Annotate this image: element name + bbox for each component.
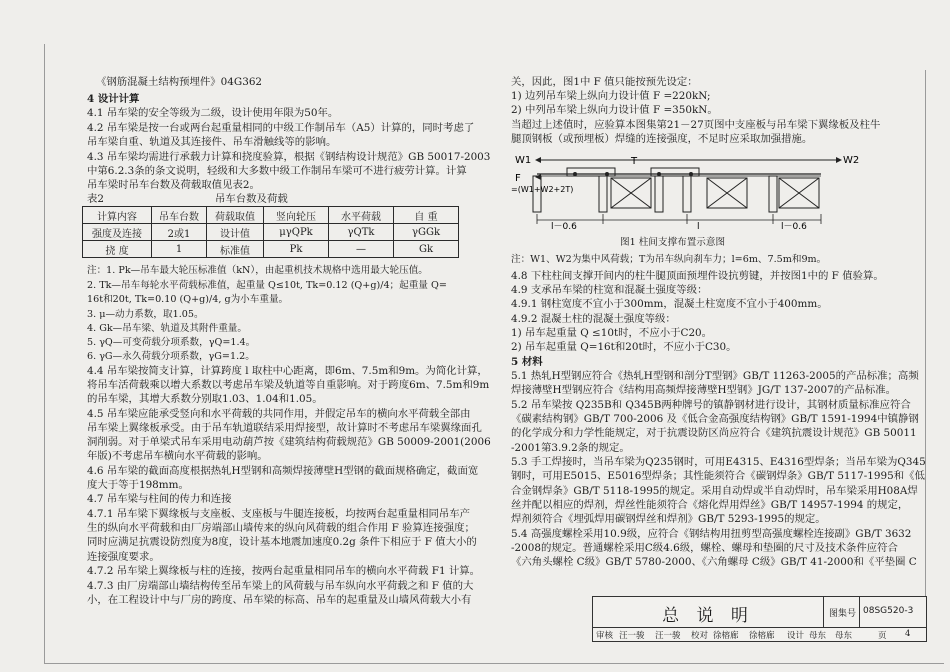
dim-label-1: l－0.6 <box>551 222 577 230</box>
text-line: 《钢筋混凝土结构预埋件》04G362 <box>96 76 263 88</box>
text-line: 钢时，可用E5015、E5016型焊条；其性能须符合《碳钢焊条》GB/T 5117-1995和《低 <box>511 470 925 482</box>
text-line: 2) 吊车起重量 Q=16t和20t时，不应小于C30。 <box>511 341 737 353</box>
table-cell: 2或1 <box>152 224 207 241</box>
table-title: 吊车台数及荷载 <box>215 193 288 205</box>
table-cell: — <box>329 241 394 258</box>
column-icon <box>533 176 541 212</box>
note-line: 3. μ—动力系数，取1.05。 <box>87 309 204 320</box>
text-line: 1) 边列吊车梁上纵向力设计值 F =220kN; <box>511 90 711 102</box>
frame-right-border <box>925 70 926 640</box>
section-heading: 5 材料 <box>511 356 543 368</box>
text-line: -2008的规定。普通螺栓采用C级4.6级，螺栓、螺母和垫圈的尺寸及技术条件应符合 <box>511 542 898 554</box>
text-line: 5.3 手工焊接时，当吊车梁为Q235钢时，可用E4315、E4316型焊条；当吊车梁为Q345 <box>511 456 926 468</box>
page-label: 页 <box>878 631 887 641</box>
table-header-cell: 自 重 <box>394 207 459 224</box>
figure-note: 注：W1、W2为集中风荷载；T为吊车纵向刹车力；l=6m、7.5m和9m。 <box>511 254 827 265</box>
text-line: 中第6.2.3条的条文说明，轻级和大多数中级工作制吊车梁可不进行疲劳计算。计算 <box>87 165 467 177</box>
text-line: 4.9 支承吊车梁的柱宽和混凝土强度等级： <box>511 284 708 296</box>
table-header-cell: 吊车台数 <box>152 207 207 224</box>
table-cell: 设计值 <box>207 224 264 241</box>
text-line: 4.7.2 吊车梁上翼缘板与柱的连接，按两台起重量相同吊车的横向水平荷载 F1 计算。 <box>87 565 481 577</box>
load-table <box>82 206 459 258</box>
column-icon <box>683 176 691 212</box>
arrow-icon <box>836 157 842 163</box>
text-line: 年版)不考虑吊车横向水平荷载的影响。 <box>87 450 268 462</box>
table-cell: Pk <box>264 241 329 258</box>
note-line: 注：1. Pk—吊车最大轮压标准值（kN），由起重机技术规格中选用最大轮压值。 <box>87 265 428 276</box>
text-line: 4.5 吊车梁应能承受竖向和水平荷载的共同作用，并假定吊车的横向水平荷载全部由 <box>87 408 471 420</box>
text-line: 4.7.3 由厂房端部山墙结构传至吊车梁上的风荷载与吊车纵向水平荷载之和 F 值的大 <box>87 580 474 592</box>
text-line: 4.3 吊车梁均需进行承载力计算和挠度验算，根据《钢结构设计规范》GB 50017-2003 <box>87 151 491 163</box>
label-f-expr: =(W1+W2+2T) <box>511 185 574 194</box>
note-line: 6. γG—永久荷载分项系数，γG=1.2。 <box>87 351 255 362</box>
note-line: 4. Gk—吊车梁、轨道及其附件重量。 <box>87 323 247 334</box>
text-line: 《六角头螺栓 C级》GB/T 5780-2000、《六角螺母 C级》GB/T 41-2000和《平垫圈 C <box>511 556 917 568</box>
text-line: 腿顶钢板（或预埋板）焊缝的连接强度，不足时应采取加强措施。 <box>511 133 813 145</box>
text-line: -2001第3.9.2条的规定。 <box>511 442 630 454</box>
signature-row <box>593 628 926 641</box>
text-line: 4.4 吊车梁按简支计算，计算跨度 l 取柱中心距离，即6m、7.5m和9m。为简化计算， <box>87 365 488 377</box>
text-line: 洞削弱。对于单梁式吊车采用电动葫芦按《建筑结构荷载规范》GB 50009-2001(2006 <box>87 436 491 448</box>
text-line: 合金钢焊条》GB/T 5118-1995的规定。采用自动焊或半自动焊时，吊车梁采用H08A焊 <box>511 485 918 497</box>
designer-signature: 母东 <box>835 631 853 641</box>
table-header-cell: 水平荷载 <box>329 207 394 224</box>
checker-name: 徐榕廊 <box>713 631 739 641</box>
column-icon <box>769 176 777 212</box>
note-line: 5. γQ—可变荷载分项系数，γQ=1.4。 <box>87 337 256 348</box>
text-line: 同时应满足抗震设防烈度为8度，设计基本地震加速度0.2g 条件下相应于 F 值大小的 <box>87 536 477 548</box>
text-line: 小，在工程设计中与厂房的跨度、吊车梁的标高、吊车的起重量及山墙风荷载大小有 <box>87 594 472 606</box>
label-f: F <box>515 173 521 184</box>
text-line: 4.2 吊车梁是按一台或两台起重量相同的中级工作制吊车（A5）计算的，同时考虑了 <box>87 122 475 134</box>
label-t: T <box>631 156 638 167</box>
wheel-icon <box>605 172 609 176</box>
wheel-icon <box>573 172 577 176</box>
dim-label-3: l－0.6 <box>781 222 807 230</box>
text-line: 4.6 吊车梁的截面高度根据热轧H型钢和高频焊接薄壁H型钢的截面规格确定，截面宽 <box>87 465 479 477</box>
table-row <box>83 224 459 241</box>
wheel-icon <box>657 172 661 176</box>
page-number: 4 <box>905 629 911 639</box>
text-line: 5.4 高强度螺栓采用10.9级，应符合《钢结构用扭剪型高强度螺栓连接副》GB/T 3632 <box>511 528 912 540</box>
title-block-row <box>593 597 926 628</box>
text-line: 4.7.1 吊车梁下翼缘板与支座板、支座板与牛腿连接板，均按两台起重量相同吊车产 <box>87 508 471 520</box>
table-header-cell: 荷载取值 <box>207 207 264 224</box>
drawing-title: 总 说 明 <box>662 606 754 626</box>
text-line: 关，因此，图1中 F 值只能按预先设定： <box>511 76 698 88</box>
text-line: 生的纵向水平荷载和由厂房端部山墙传来的纵向风荷载的组合作用 F 验算连接强度； <box>87 522 475 534</box>
label-w2: W2 <box>843 155 860 166</box>
section-heading: 4 设计计算 <box>87 93 140 105</box>
text-line: 焊接薄壁H型钢应符合《结构用高频焊接薄壁H型钢》JG/T 137-2007的产品标准。 <box>511 384 897 396</box>
text-line: 《碳素结构钢》GB/T 700-2006 及《低合金高强度结构钢》GB/T 1591-1994中镇静钢 <box>511 413 919 425</box>
review-label: 审核 <box>596 631 614 641</box>
checker-signature: 徐榕廊 <box>749 631 775 641</box>
text-line: 吊车梁上翼缘板承受。由于吊车轨道联结采用焊接型，故计算时不考虑吊车梁翼缘面孔 <box>87 422 482 434</box>
atlas-number: 08SG520-3 <box>863 606 914 616</box>
table-caption: 表2 <box>87 193 105 205</box>
text-line: 1) 吊车起重量 Q ≤10t时，不应小于C20。 <box>511 327 713 339</box>
text-line: 5.1 热轧H型钢应符合《热轧H型钢和剖分T型钢》GB/T 11263-2005的产品标准；高频 <box>511 370 919 382</box>
text-line: 吊车梁时吊车台数及荷载取值见表2。 <box>87 179 260 191</box>
text-line: 4.9.1 钢柱宽度不宜小于300mm，混凝土柱宽度不宜小于400mm。 <box>511 298 828 310</box>
text-line: 当超过上述值时，应验算本图集第21－27页图中支座板与吊车梁下翼缘板及柱牛 <box>511 119 881 131</box>
text-line: 5.2 吊车梁按 Q235B和 Q345B两种牌号的镇静钢材进行设计，其钢材质量标准应符合 <box>511 399 911 411</box>
frame-left-border <box>44 44 45 664</box>
text-line: 的化学成分和力学性能规定，对于抗震设防区尚应符合《建筑抗震设计规范》GB 50011 <box>511 427 917 439</box>
table-cell: 标准值 <box>207 241 264 258</box>
bracing-figure <box>511 148 861 230</box>
text-line: 4.9.2 混凝土柱的混凝土强度等级： <box>511 313 676 325</box>
table-cell: Gk <box>394 241 459 258</box>
table-header-cell: 竖向轮压 <box>264 207 329 224</box>
text-line: 将吊车活荷载乘以增大系数以考虑吊车梁及轨道等自重影响。对于跨度6m、7.5m和9m <box>87 379 490 391</box>
text-line: 4.8 下柱柱间支撑开间内的柱牛腿顶面预埋件设抗剪键，并按图1中的 F 值验算。 <box>511 270 884 282</box>
reviewer-name: 汪一骏 <box>619 631 645 641</box>
title-block <box>592 596 927 642</box>
check-label: 校对 <box>691 631 709 641</box>
designer-name: 母东 <box>809 631 827 641</box>
note-line: 2. Tk—吊车每轮水平荷载标准值，起重量 Q≤10t, Tk=0.12 (Q+g)/4；起重量 Q= <box>87 280 447 291</box>
column-icon <box>655 176 663 212</box>
text-line: 4.1 吊车梁的安全等级为二级，设计使用年限为50年。 <box>87 107 339 119</box>
text-line: 4.7 吊车梁与柱间的传力和连接 <box>87 493 232 505</box>
dim-label-2: l <box>697 222 700 230</box>
frame-bottom-border <box>44 663 944 664</box>
wheel-icon <box>689 172 693 176</box>
title-block-divider <box>823 597 824 627</box>
table-row <box>83 241 459 258</box>
design-label: 设计 <box>787 631 805 641</box>
table-cell: γGGk <box>394 224 459 241</box>
text-line: 丝并配以相应的焊剂，焊丝性能须符合《熔化焊用焊丝》GB/T 14957-1994 的规定， <box>511 499 909 511</box>
column-icon <box>599 176 607 212</box>
table-header-cell: 计算内容 <box>83 207 152 224</box>
note-line: 16t和20t, Tk=0.10 (Q+g)/4, g为小车重量。 <box>87 294 289 305</box>
text-line: 的吊车梁，其增大系数分别取1.03、1.04和1.05。 <box>87 393 323 405</box>
table-cell: 强度及连接 <box>83 224 152 241</box>
text-line: 焊剂须符合《埋弧焊用碳钢焊丝和焊剂》GB/T 5293-1995的规定。 <box>511 513 826 525</box>
reviewer-signature: 汪一骏 <box>655 631 681 641</box>
table-cell: 挠 度 <box>83 241 152 258</box>
text-line: 2) 中列吊车梁上纵向力设计值 F =350kN。 <box>511 104 718 116</box>
table-cell: γQTk <box>329 224 394 241</box>
title-block-divider <box>859 597 860 627</box>
table-cell: μγQPk <box>264 224 329 241</box>
arrow-icon <box>535 157 541 163</box>
figure-caption: 图1 柱间支撑布置示意图 <box>620 237 726 248</box>
table-header-row <box>83 207 459 224</box>
text-line: 度大于等于198mm。 <box>87 479 189 491</box>
text-line: 连接强度要求。 <box>87 551 160 563</box>
arrow-icon <box>535 174 541 180</box>
text-line: 吊车梁自重、轨道及其连接件、吊车滑触线等的影响。 <box>87 136 337 148</box>
table-cell: 1 <box>152 241 207 258</box>
label-w1: W1 <box>515 155 532 166</box>
atlas-label: 图集号 <box>829 609 857 619</box>
